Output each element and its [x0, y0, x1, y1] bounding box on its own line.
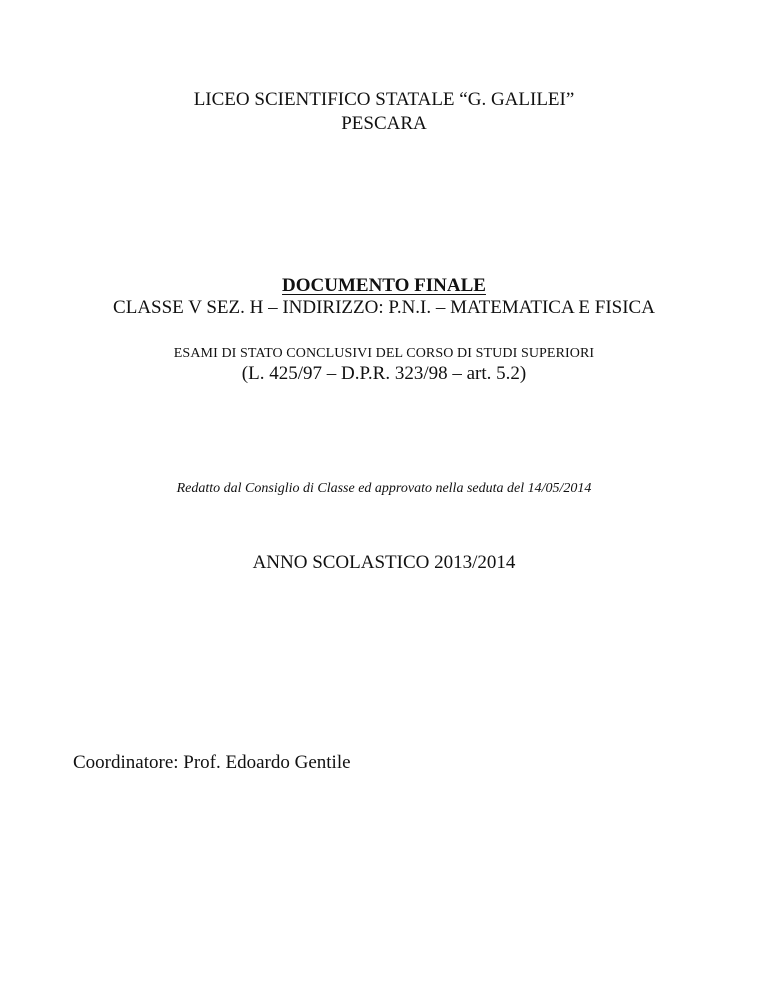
school-year: ANNO SCOLASTICO 2013/2014 [252, 552, 516, 573]
school-name: LICEO SCIENTIFICO STATALE “G. GALILEI” [193, 89, 575, 110]
approval-note: Redatto dal Consiglio di Classe ed approvato nella seduta del 14/05/2014 [176, 481, 592, 496]
law-reference: (L. 425/97 – D.P.R. 323/98 – art. 5.2) [241, 363, 527, 384]
school-city: PESCARA [341, 113, 427, 134]
document-title: DOCUMENTO FINALE [282, 275, 486, 296]
coordinator: Coordinatore: Prof. Edoardo Gentile [73, 752, 351, 773]
exam-name: ESAMI DI STATO CONCLUSIVI DEL CORSO DI STUDI SUPERIORI [173, 346, 595, 361]
class-info: CLASSE V SEZ. H – INDIRIZZO: P.N.I. – MATEMATICA E FISICA [113, 297, 655, 318]
